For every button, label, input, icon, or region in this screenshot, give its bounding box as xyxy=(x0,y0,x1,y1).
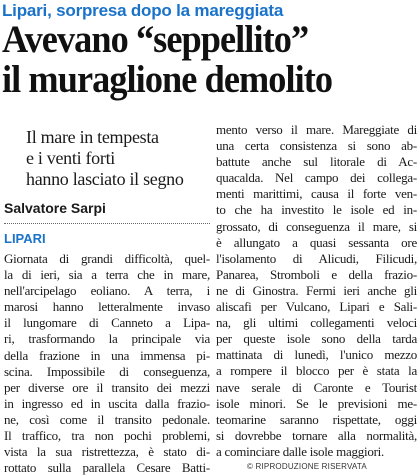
text-line: nave serale di Caronte e Tourist xyxy=(216,379,417,395)
text-line: quacalda. Nel campo dei collega- xyxy=(216,170,417,186)
text-line: Il traffico, tra non pochi problemi, xyxy=(4,428,210,444)
text-line: il lungomare di Canneto a Lipa- xyxy=(4,315,210,331)
copyright-notice: © RIPRODUZIONE RISERVATA xyxy=(247,462,367,471)
text-line: ne di Ginostra. Fermi ieri anche gli xyxy=(216,282,417,298)
text-line: to che ha investito le isole ed in- xyxy=(216,202,417,218)
text-line: marosi hanno letteralmente invaso xyxy=(4,299,210,315)
text-line: Panarea, Stromboli e della frazio- xyxy=(216,266,417,282)
article-headline xyxy=(2,20,389,100)
body-column-1 xyxy=(4,251,210,476)
text-line: mattinata di lunedì, l'unico mezzo xyxy=(216,347,417,363)
text-line: grossato, di conseguenza il mare, si xyxy=(216,218,417,234)
text-line: è allungato a quasi sessanta ore xyxy=(216,234,417,250)
text-line: menti marittimi, causa il forte ven- xyxy=(216,186,417,202)
text-line: nell'arcipelago eoliano. A terra, i xyxy=(4,283,210,299)
subhead-line-1: Il mare in tempesta xyxy=(26,127,159,147)
text-line: ri, trasformando la principale via xyxy=(4,331,210,347)
text-line: mento verso il mare. Mareggiate di xyxy=(216,122,417,137)
text-line: della frazione in una immensa pi- xyxy=(4,347,210,363)
text-line: rottato sulla parallela Cesare Batti- xyxy=(4,460,210,476)
author-byline: Salvatore Sarpi xyxy=(4,200,106,216)
text-line: na, gli ultimi collegamenti veloci xyxy=(216,315,417,331)
text-line: ne, così come il transito pedonale. xyxy=(4,411,210,427)
text-line: aliscafi per Vulcano, Lipari e Sali- xyxy=(216,299,417,315)
text-line: battute anche sul litorale di Ac- xyxy=(216,154,417,170)
subhead-line-3: hanno lasciato il segno xyxy=(26,169,184,189)
text-line: a rompere il blocco per è stata la xyxy=(216,363,417,379)
text-line: l'isolamento di Alicudi, Filicudi, xyxy=(216,250,417,266)
text-line: Giornata di grandi difficoltà, quel- xyxy=(4,251,210,266)
text-line: una certa consistenza si sono ab- xyxy=(216,138,417,154)
text-line: in ingresso ed in uscita dalla frazio- xyxy=(4,395,210,411)
headline-line-2: il muraglione demolito xyxy=(2,58,333,101)
body-column-2 xyxy=(216,122,417,460)
text-line: teomarine saranno rispettate, oggi xyxy=(216,411,417,427)
text-line: la di ieri, sia a terra che in mare, xyxy=(4,267,210,283)
text-line: si dovrebbe tornare alla normalità, xyxy=(216,427,417,443)
text-line: per queste isole sono della tarda xyxy=(216,331,417,347)
text-line: scina. Impossibile di conseguenza, xyxy=(4,363,210,379)
text-line: a cominciare dalle isole maggiori. xyxy=(216,443,385,459)
text-line: isole minori. Se le previsioni me- xyxy=(216,395,417,411)
text-line: vista la sua ristrettezza, è stato di- xyxy=(4,444,210,460)
article-subhead xyxy=(26,127,216,190)
text-line: per diverse ore il transito dei mezzi xyxy=(4,379,210,395)
headline-line-1: Avevano “seppellito” xyxy=(2,18,309,61)
byline-divider xyxy=(4,223,210,225)
article-kicker: Lipari, sorpresa dopo la mareggiata xyxy=(2,1,284,20)
dateline: LIPARI xyxy=(4,231,46,246)
subhead-line-2: e i venti forti xyxy=(26,148,115,168)
